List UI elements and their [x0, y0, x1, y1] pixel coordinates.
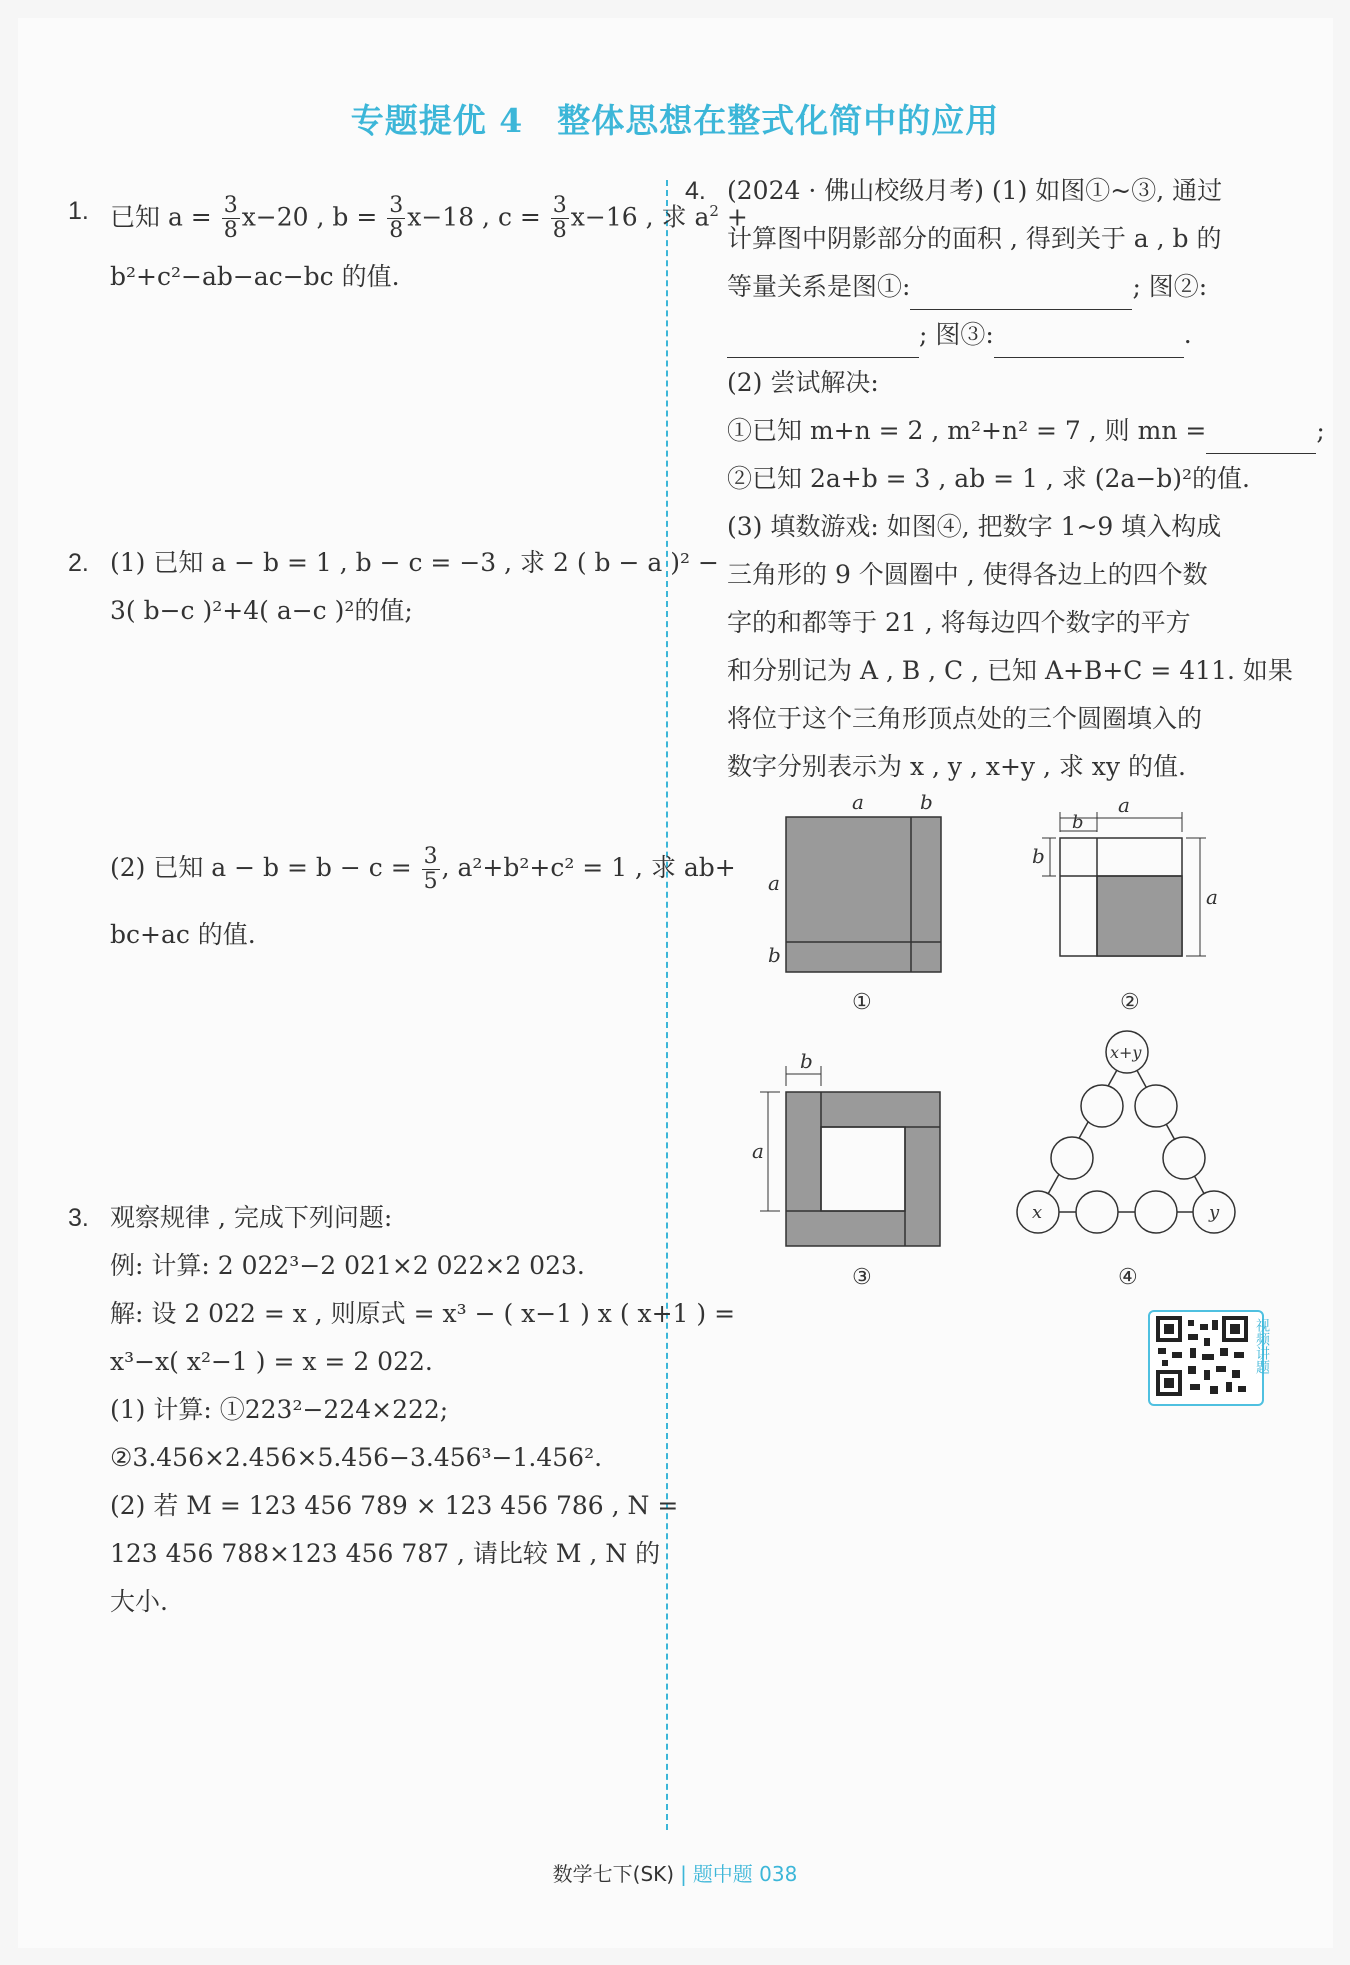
q4-line13: 数字分别表示为 x , y , x+y , 求 xy 的值.	[727, 752, 1186, 781]
fig3-label-b-top: b	[800, 1049, 813, 1073]
q2-text-a: (2) 已知 a − b = b − c =	[110, 853, 420, 882]
q4-line10: 字的和都等于 21 , 将每边四个数字的平方	[727, 608, 1191, 637]
q4-text-d: .	[1183, 320, 1192, 349]
fig1-label-a-top: a	[852, 790, 864, 814]
q2-line3	[110, 845, 736, 894]
q4-line2: 计算图中阴影部分的面积 , 得到关于 a , b 的	[727, 224, 1222, 253]
fig3-caption: ③	[852, 1265, 872, 1290]
qr-label: 视频讲题	[1254, 1318, 1270, 1374]
fig2-label-b-top: b	[1072, 812, 1084, 833]
circle-bottom-1	[1076, 1191, 1118, 1233]
q3-line3: 解: 设 2 022 = x , 则原式 = x³ − ( x−1 ) x ( x+1 ) =	[110, 1299, 736, 1328]
q4-line7: ②已知 2a+b = 3 , ab = 1 , 求 (2a−b)²的值.	[727, 464, 1250, 493]
q4-line3	[727, 264, 1207, 310]
fig2-label-a-right: a	[1206, 885, 1218, 909]
q4-line6	[727, 408, 1325, 454]
figures-panel	[740, 790, 1300, 1310]
fig1-label-b-top: b	[920, 790, 933, 814]
q3-line9: 大小.	[110, 1587, 168, 1616]
fig1-label-a-left: a	[768, 871, 780, 895]
title-label: 专题提优 4	[350, 101, 524, 140]
q2-frac: $\frac{3}{5}$	[423, 844, 438, 894]
q1-line1: 已知 a = $\frac{3}{8}$ x−20 , b = $\frac{3}{8}$ x−18 , c = $\frac{3}{8}$ x−16 , 求 $a^2$ +	[110, 193, 748, 244]
q4-text-e: ①已知 m+n = 2 , m²+n² = 7 , 则 mn =	[727, 416, 1207, 445]
q3-line6: ②3.456×2.456×5.456−3.456³−1.456².	[110, 1443, 603, 1472]
fig2-label-a-top: a	[1118, 793, 1130, 817]
fig2-caption: ②	[1120, 990, 1140, 1015]
q2-number: 2.	[68, 549, 89, 577]
q1-text-d: x−16 , 求 a	[570, 202, 710, 232]
q1-frac-3: $\frac{3}{8}$	[552, 193, 567, 244]
q2-line4: bc+ac 的值.	[110, 920, 256, 949]
footer-section: 题中题	[692, 1862, 753, 1886]
q2-line1: (1) 已知 a − b = 1 , b − c = −3 , 求 2 ( b − a )² −	[110, 548, 719, 577]
q1-frac-1: $\frac{3}{8}$	[223, 193, 238, 244]
q1-text-c: x−18 , c =	[407, 202, 549, 232]
column-divider	[666, 180, 668, 1830]
q4-text-f: ;	[1316, 416, 1325, 445]
q4-line12: 将位于这个三角形顶点处的三个圆圈填入的	[727, 704, 1203, 733]
answer-blank-fig1[interactable]	[910, 279, 1132, 310]
circle-left-1	[1081, 1085, 1123, 1127]
title-text: 整体思想在整式化简中的应用	[557, 101, 1000, 140]
q4-line1: (2024 · 佛山校级月考) (1) 如图①~③, 通过	[727, 176, 1223, 205]
q4-text-c: ; 图③:	[919, 320, 994, 349]
fig2-label-b-left: b	[1032, 844, 1045, 868]
q4-line8: (3) 填数游戏: 如图④, 把数字 1~9 填入构成	[727, 512, 1222, 541]
answer-blank-mn[interactable]	[1206, 423, 1316, 454]
q1-number: 1.	[68, 197, 89, 225]
figure-2	[1032, 793, 1218, 1015]
q3-line1: 观察规律 , 完成下列问题:	[110, 1203, 393, 1232]
figure-1	[768, 790, 941, 1015]
q3-line4: x³−x( x²−1 ) = x = 2 022.	[110, 1347, 433, 1376]
q4-line9: 三角形的 9 个圆圈中 , 使得各边上的四个数	[727, 560, 1208, 589]
fig1-caption: ①	[852, 990, 872, 1015]
fig3-label-a-left: a	[752, 1139, 764, 1163]
q4-line11: 和分别记为 A , B , C , 已知 A+B+C = 411. 如果	[727, 656, 1293, 685]
fig4-label-right: y	[1209, 1202, 1220, 1223]
figure-3	[752, 1049, 940, 1290]
q3-number: 3.	[68, 1204, 89, 1232]
qr-code-pattern	[1150, 1312, 1258, 1400]
q1-line2: b²+c²−ab−ac−bc 的值.	[110, 262, 400, 291]
footer-page-number: 038	[759, 1862, 798, 1886]
q3-line7: (2) 若 M = 123 456 789 × 123 456 786 , N =	[110, 1491, 679, 1520]
circle-bottom-2	[1135, 1191, 1177, 1233]
answer-blank-fig2[interactable]	[727, 327, 919, 358]
q1-text-e: +	[718, 202, 748, 232]
circle-right-2	[1163, 1137, 1205, 1179]
q2-text-b: , a²+b²+c² = 1 , 求 ab+	[441, 853, 736, 882]
page-title	[0, 95, 1350, 142]
q1-frac-2: $\frac{3}{8}$	[389, 193, 404, 244]
q1-text-b: x−20 , b =	[241, 202, 386, 232]
q3-line8: 123 456 788×123 456 787 , 请比较 M , N 的	[110, 1539, 661, 1568]
footer-book: 数学七下(SK)	[552, 1862, 675, 1886]
q4-line4	[727, 312, 1192, 358]
q3-line5: (1) 计算: ①223²−224×222;	[110, 1395, 449, 1424]
circle-left-2	[1051, 1137, 1093, 1179]
q3-line2: 例: 计算: 2 022³−2 021×2 022×2 023.	[110, 1251, 585, 1280]
fig4-label-top: x+y	[1110, 1043, 1142, 1062]
q4-text-b: ; 图②:	[1132, 272, 1208, 301]
q2-line2: 3( b−c )²+4( a−c )²的值;	[110, 596, 413, 625]
q4-number: 4.	[685, 177, 706, 205]
q1-text-a: 已知 a =	[110, 202, 220, 232]
page-footer: 数学七下(SK) | 题中题 038	[552, 1862, 798, 1886]
answer-blank-fig3[interactable]	[994, 327, 1184, 358]
circle-right-1	[1135, 1085, 1177, 1127]
fig4-caption: ④	[1118, 1265, 1138, 1290]
q4-text-a: 等量关系是图①:	[727, 272, 911, 301]
fig1-label-b-left: b	[768, 943, 781, 967]
fig4-label-left: x	[1032, 1202, 1043, 1223]
qr-code[interactable]	[1148, 1310, 1264, 1406]
q4-line5: (2) 尝试解决:	[727, 368, 879, 397]
